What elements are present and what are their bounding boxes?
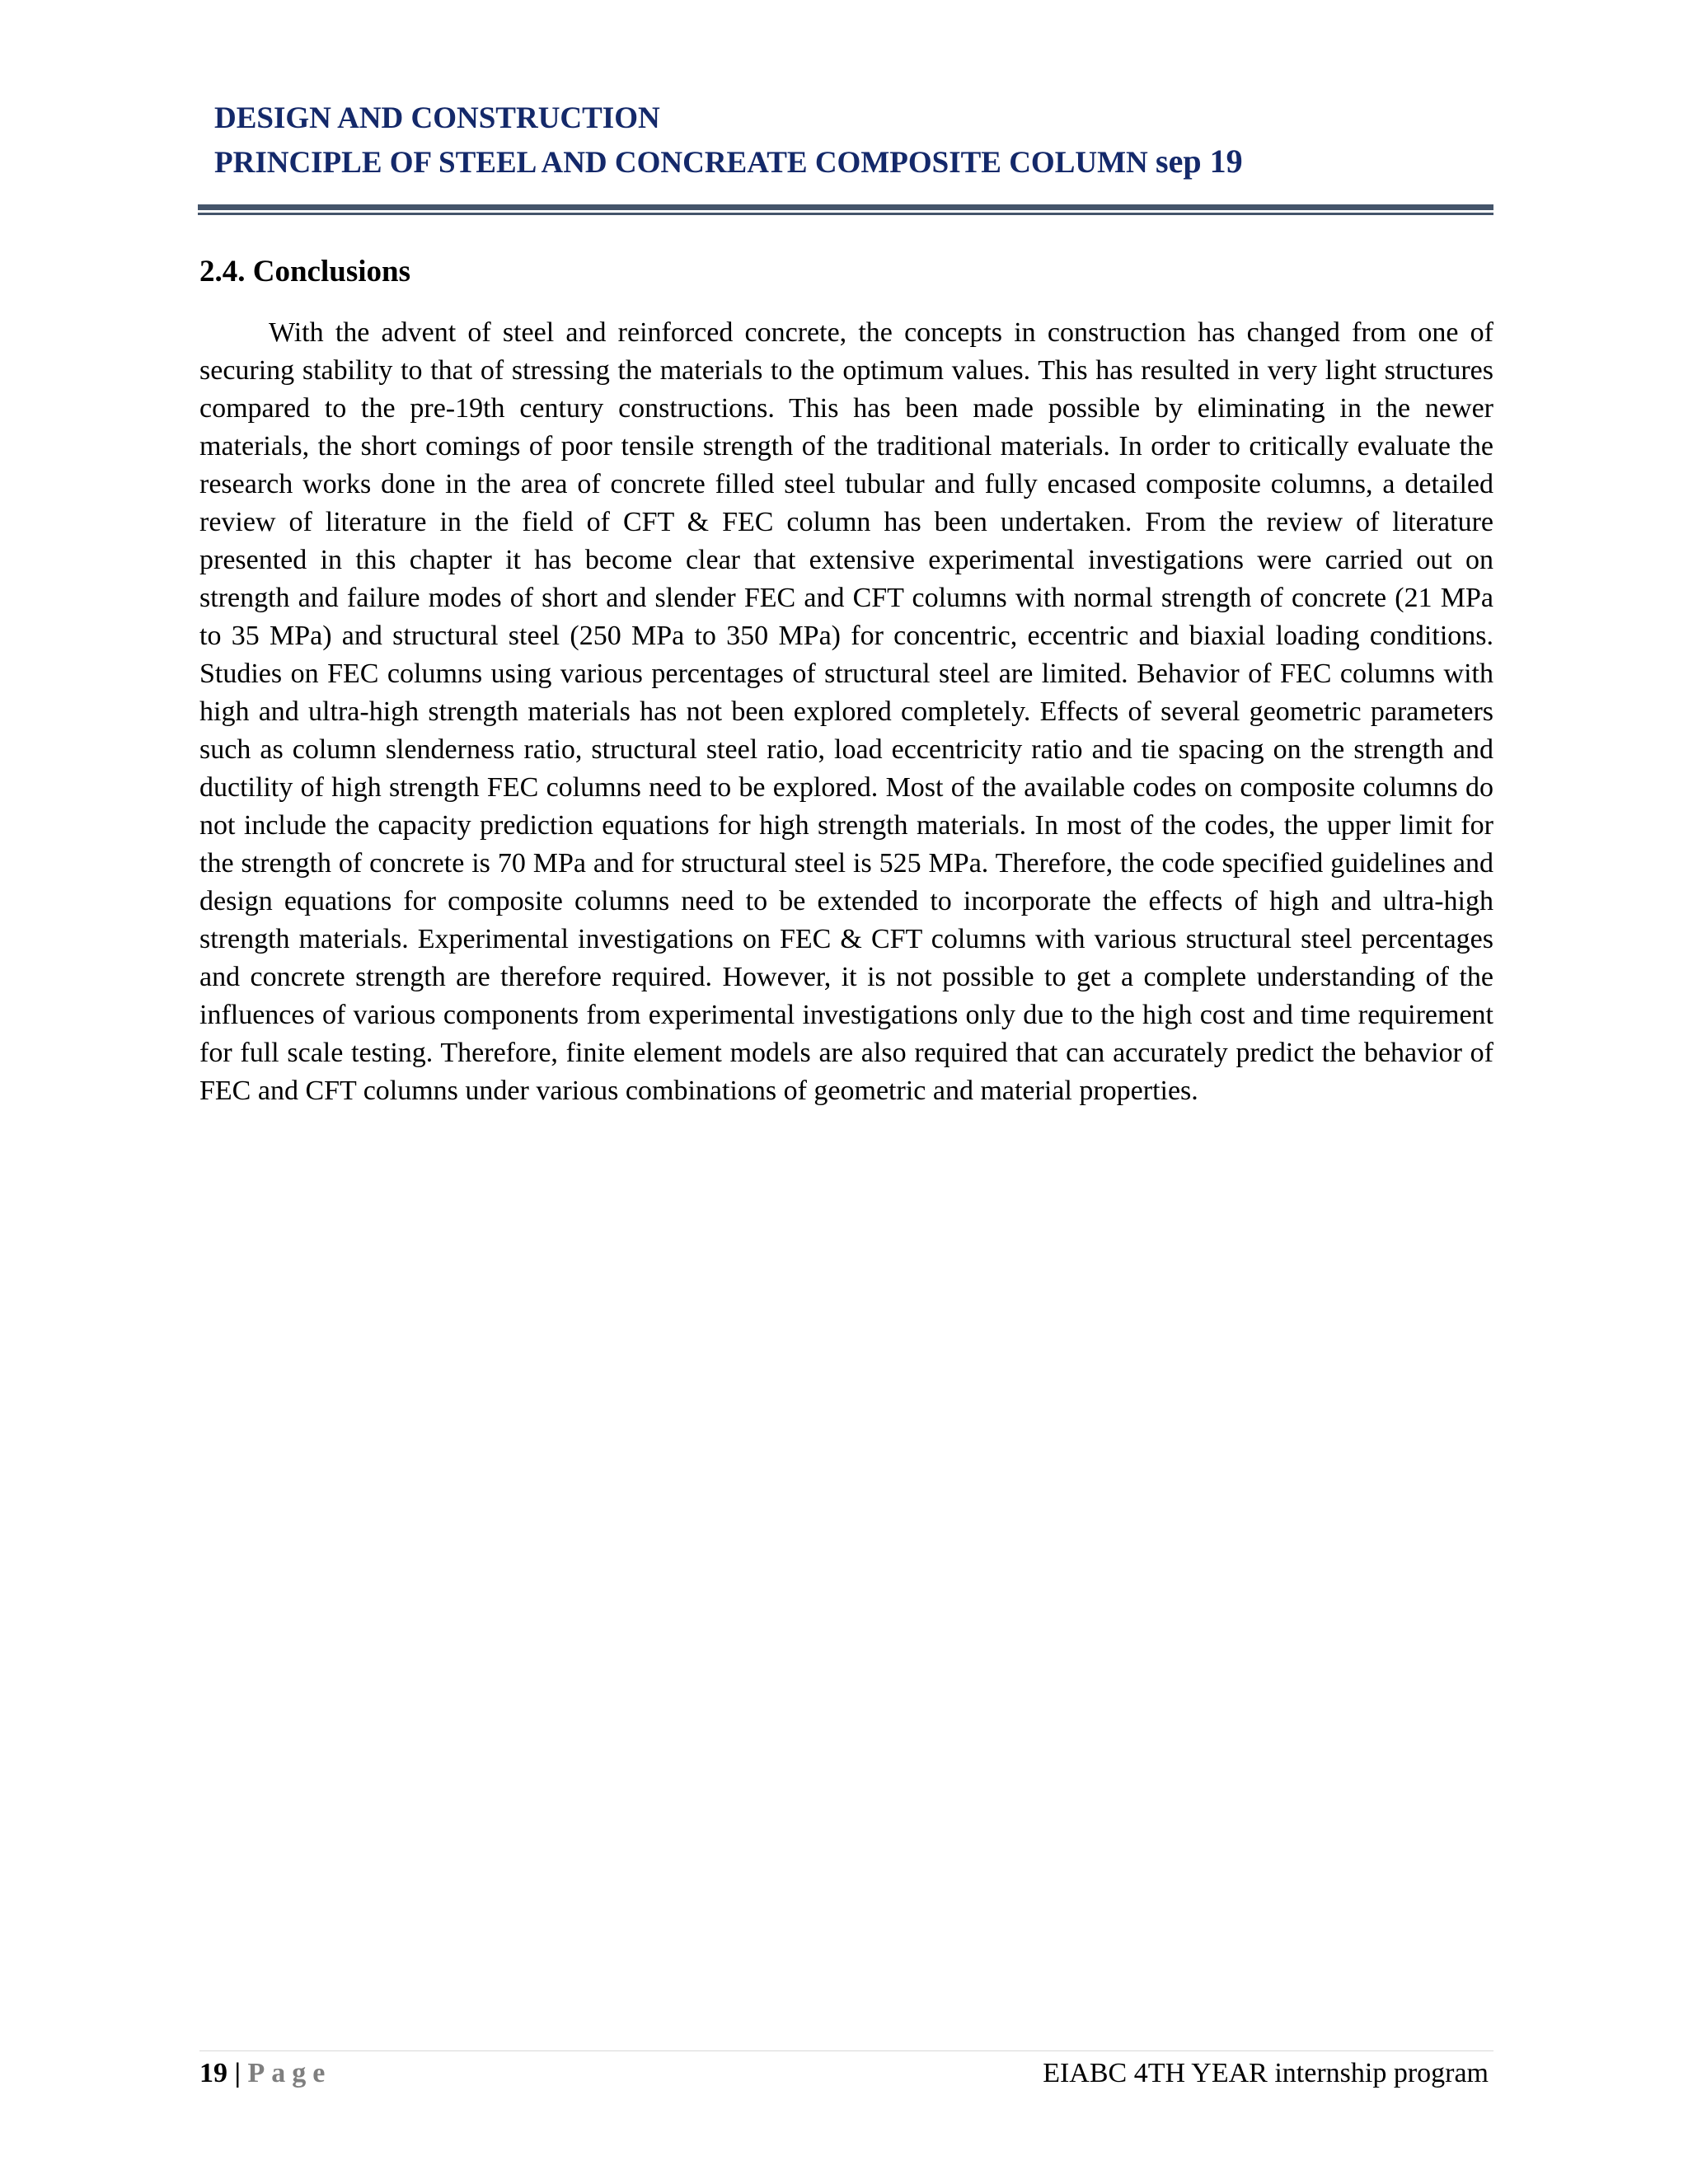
header-date: sep 19 — [1156, 143, 1243, 180]
section-heading: 2.4. Conclusions — [199, 255, 410, 288]
header-line-1: DESIGN AND CONSTRUCTION — [214, 101, 660, 135]
footer-divider — [199, 2050, 1493, 2051]
footer-page-indicator — [199, 2054, 331, 2093]
running-header — [214, 97, 1500, 185]
header-divider-thick — [198, 204, 1493, 210]
body-paragraph: With the advent of steel and reinforced concrete, the concepts in construction has changed from one of securing stability to that of stressing the materials to the optimum values. This has resulted in very light structures compared to the pre-19th century constructions. This has been made possible by eliminating in the newer materials, the short comings of poor tensile strength of the traditional materials. In order to critically evaluate the research works done in the area of concrete filled steel tubular and fully encased composite columns, a detailed review of literature in the field of CFT & FEC column has been undertaken. From the review of literature presented in this chapter it has become clear that extensive experimental investigations were carried out on strength and failure modes of short and slender FEC and CFT columns with normal strength of concrete (21 MPa to 35 MPa) and structural steel (250 MPa to 350 MPa) for concentric, eccentric and biaxial loading conditions. Studies on FEC columns using various percentages of structural steel are limited. Behavior of FEC columns with high and ultra-high strength materials has not been explored completely. Effects of several geometric parameters such as column slenderness ratio, structural steel ratio, load eccentricity ratio and tie spacing on the strength and ductility of high strength FEC columns need to be explored. Most of the available codes on composite columns do not include the capacity prediction equations for high strength materials. In most of the codes, the upper limit for the strength of concrete is 70 MPa and for structural steel is 525 MPa. Therefore, the code specified guidelines and design equations for composite columns need to be extended to incorporate the effects of high and ultra-high strength materials. Experimental investigations on FEC & CFT columns with various structural steel percentages and concrete strength are therefore required. However, it is not possible to get a complete understanding of the influences of various components from experimental investigations only due to the high cost and time requirement for full scale testing. Therefore, finite element models are also required that can accurately predict the behavior of FEC and CFT columns under various combinations of geometric and material properties. — [199, 317, 1493, 1106]
header-divider-thin — [198, 213, 1493, 215]
page-separator: | — [234, 2058, 241, 2088]
page-label: Page — [247, 2058, 332, 2088]
header-line-2 — [214, 140, 1500, 185]
header-title: PRINCIPLE OF STEEL AND CONCREATE COMPOSITE COLUMN — [214, 146, 1148, 180]
page-number: 19 — [199, 2058, 227, 2088]
footer-program: EIABC 4TH YEAR internship program — [1043, 2058, 1489, 2088]
header-divider — [198, 204, 1493, 218]
